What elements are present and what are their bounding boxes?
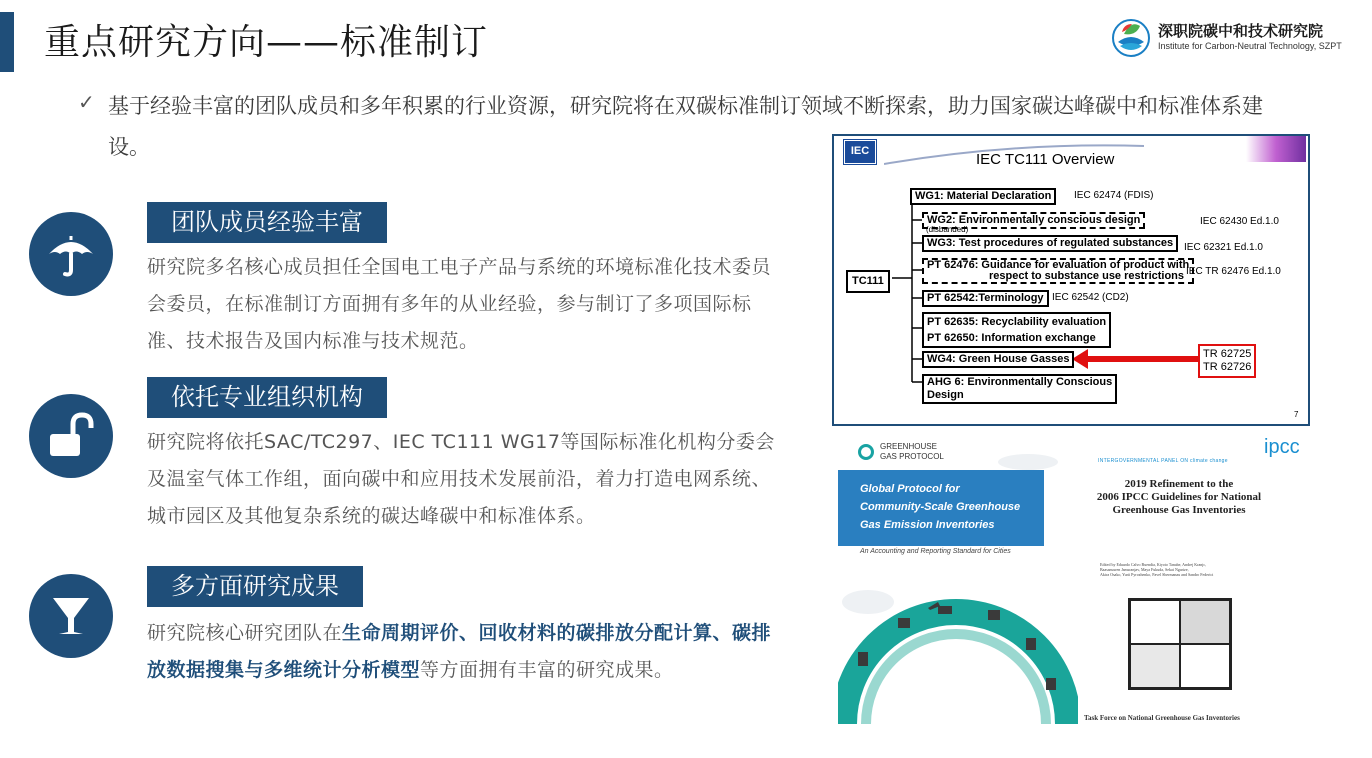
gp-subtitle: An Accounting and Reporting Standard for Cities bbox=[860, 548, 1011, 555]
section-body bbox=[147, 615, 787, 689]
section-title: 团队成员经验丰富 bbox=[147, 202, 387, 243]
iec-tc111-figure bbox=[832, 134, 1310, 426]
section-icon-circle bbox=[29, 574, 113, 658]
section-icon-circle bbox=[29, 394, 113, 478]
ipcc-footer: Task Force on National Greenhouse Gas Inventories bbox=[1084, 714, 1240, 722]
gp-title-line-3: Gas Emission Inventories bbox=[860, 519, 995, 531]
tr-box bbox=[1198, 344, 1256, 378]
node-line-1: PT 62476: Guidance for evaluation of product with bbox=[927, 259, 1190, 271]
node-line-1: PT 62635: Recyclability evaluation bbox=[927, 316, 1107, 328]
node-side-label: IEC TR 62476 Ed.1.0 bbox=[1186, 266, 1281, 277]
page-number: 7 bbox=[1294, 410, 1299, 419]
editors-line-1: Edited by Eduardo Calvo Buendia, Kiyoto Tanabe, Andrej Kranjc, bbox=[1100, 562, 1207, 567]
node-side-label: IEC 62474 (FDIS) bbox=[1074, 190, 1154, 201]
node-line-1: AHG 6: Environmentally Conscious bbox=[927, 376, 1113, 388]
tr-line-1: TR 62725 bbox=[1203, 348, 1252, 360]
node-root: TC111 bbox=[846, 270, 890, 293]
editors-line-3: Akira Osako, Yurii Pyrozhenko, Pavel Shermanau and Sandro Federici bbox=[1100, 572, 1214, 577]
unlock-icon bbox=[29, 394, 113, 478]
node-side-label: IEC 62321 Ed.1.0 bbox=[1184, 242, 1263, 253]
section-body: 研究院多名核心成员担任全国电工电子产品与系统的环境标准化技术委员会委员，在标准制订方面拥有多年的从业经验，参与制订了多项国际标准、技术报告及国内标准与技术规范。 bbox=[147, 256, 772, 352]
ipcc-title-line-1: 2019 Refinement to the bbox=[1124, 478, 1234, 490]
tr-line-2: TR 62726 bbox=[1203, 361, 1252, 373]
ipcc-title bbox=[1068, 478, 1290, 517]
cloud-icon bbox=[988, 442, 1068, 472]
ipcc-tagline: INTERGOVERNMENTAL PANEL ON climate change bbox=[1098, 458, 1228, 464]
check-icon: ✓ bbox=[78, 90, 95, 114]
section-title: 依托专业组织机构 bbox=[147, 377, 387, 418]
city-ring-illustration bbox=[838, 582, 1078, 724]
umbrella-icon bbox=[29, 212, 113, 296]
report-covers-figure bbox=[838, 432, 1308, 724]
logo-name: 深职院碳中和技术研究院 bbox=[1158, 22, 1324, 40]
title-accent-bar bbox=[0, 12, 14, 72]
section-icon-circle bbox=[29, 212, 113, 296]
gp-title-line-2: Community-Scale Greenhouse bbox=[860, 501, 1021, 513]
section-body: 研究院将依托SAC/TC297、IEC TC111 WG17等国际标准化机构分委会及温室气体工作组，面向碳中和应用技术发展前沿，着力打造电网系统、城市园区及其他复杂系统的碳达峰碳中和标准体系。 bbox=[147, 431, 775, 527]
node-line-2: Design bbox=[927, 389, 964, 401]
body-text-pre: 研究院核心研究团队在 bbox=[147, 622, 343, 644]
iec-title: IEC TC111 Overview bbox=[976, 151, 1115, 168]
node-ahg6 bbox=[922, 374, 1117, 404]
ghg-protocol-logo-icon bbox=[858, 444, 874, 460]
ipcc-title-line-2: 2006 IPCC Guidelines for National bbox=[1096, 491, 1262, 503]
ipcc-editors bbox=[1100, 562, 1213, 577]
page-title: 重点研究方向——标准制订 bbox=[44, 22, 489, 63]
node-wg2: WG2: Environmentally conscious design bbox=[922, 212, 1145, 229]
ipcc-title-line-3: Greenhouse Gas Inventories bbox=[1112, 504, 1246, 516]
institute-logo bbox=[1110, 16, 1360, 60]
gp-title-line-1: Global Protocol for bbox=[860, 483, 960, 495]
ghg-protocol-logo bbox=[880, 442, 944, 462]
gp-title bbox=[860, 480, 1020, 534]
node-side-label: IEC 62430 Ed.1.0 bbox=[1200, 216, 1279, 227]
intro-text: 基于经验丰富的团队成员和多年积累的行业资源，研究院将在双碳标准制订领域不断探索，助力国家碳达峰碳中和标准体系建设。 bbox=[108, 94, 1263, 159]
section-title: 多方面研究成果 bbox=[147, 566, 363, 607]
pictogram-energy bbox=[1131, 601, 1179, 643]
node-line-2: respect to substance use restrictions bbox=[989, 270, 1185, 282]
pictogram-waste bbox=[1181, 645, 1229, 687]
logo-line-2: GAS PROTOCOL bbox=[880, 452, 944, 461]
ipcc-logo: ipcc bbox=[1264, 436, 1300, 458]
node-line-2: PT 62650: Information exchange bbox=[927, 332, 1096, 344]
editors-line-2: Baasansuren Jamsranjav, Maya Fukuda, Sekai Ngarize, bbox=[1100, 567, 1189, 572]
node-wg3: WG3: Test procedures of regulated substances bbox=[922, 235, 1178, 252]
logo-line-1: GREENHOUSE bbox=[880, 442, 937, 451]
node-wg1: WG1: Material Declaration bbox=[910, 188, 1056, 205]
iec-logo: IEC bbox=[844, 140, 876, 164]
leaf-logo-icon bbox=[1110, 16, 1152, 60]
cocktail-glass-icon bbox=[29, 574, 113, 658]
ipcc-cover-pictograms bbox=[1128, 598, 1232, 690]
node-side-label: IEC 62542 (CD2) bbox=[1052, 292, 1129, 303]
node-note: (disbanded) bbox=[926, 225, 969, 234]
body-text-post: 等方面拥有丰富的研究成果。 bbox=[420, 659, 674, 681]
body-text-highlight: 生命周期评价、回收材料的碳排放分配计算、碳排放数据搜集与多维统计分析模型 bbox=[147, 622, 772, 681]
logo-subtitle: Institute for Carbon-Neutral Technology, SZPT bbox=[1158, 41, 1342, 51]
pictogram-industry bbox=[1181, 601, 1229, 643]
node-wg4: WG4: Green House Gasses bbox=[922, 351, 1074, 368]
node-pt62542: PT 62542:Terminology bbox=[922, 290, 1049, 307]
node-pt62476 bbox=[922, 258, 1194, 284]
pictogram-agriculture bbox=[1131, 645, 1179, 687]
node-pt62635 bbox=[922, 312, 1111, 348]
